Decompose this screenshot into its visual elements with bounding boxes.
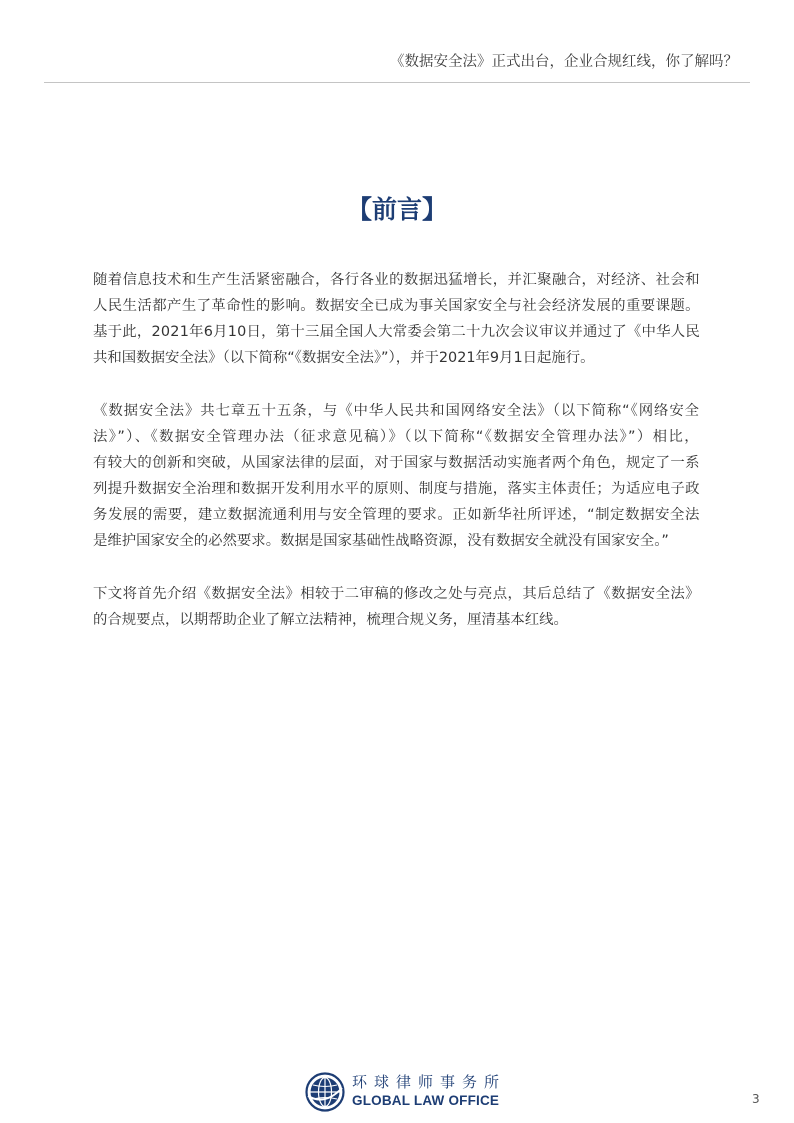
paragraph-line: 基于此，2021年6月10日，第十三届全国人大常委会第二十九次会议审议并通过了《中华人民 bbox=[93, 324, 700, 340]
paragraph-line: 法》”）、《数据安全管理办法（征求意见稿）》（以下简称“《数据安全管理办法》”）相比， bbox=[93, 429, 700, 445]
paragraph-line: 的合规要点，以期帮助企业了解立法精神，梳理合规义务，厘清基本红线。 bbox=[93, 612, 568, 628]
logo-text-en: GLOBAL LAW OFFICE bbox=[352, 1093, 500, 1108]
paragraph-line: 共和国数据安全法》（以下简称“《数据安全法》”），并于2021年9月1日起施行。 bbox=[93, 350, 595, 366]
body-text bbox=[93, 267, 700, 660]
paragraph-3 bbox=[93, 581, 700, 633]
section-title: 【前言】 bbox=[346, 195, 447, 224]
logo-text-cn: 环球律师事务所 bbox=[352, 1073, 507, 1091]
paragraph-line: 随着信息技术和生产生活紧密融合，各行各业的数据迅猛增长，并汇聚融合，对经济、社会和 bbox=[93, 272, 700, 288]
paragraph-line: 人民生活都产生了革命性的影响。数据安全已成为事关国家安全与社会经济发展的重要课题。 bbox=[93, 298, 700, 314]
paragraph-line: 下文将首先介绍《数据安全法》相较于二审稿的修改之处与亮点，其后总结了《数据安全法》 bbox=[93, 586, 700, 602]
paragraph-line: 有较大的创新和突破，从国家法律的层面，对于国家与数据活动实施者两个角色，规定了一系 bbox=[93, 455, 700, 471]
paragraph-2 bbox=[93, 398, 700, 554]
paragraph-line: 是维护国家安全的必然要求。数据是国家基础性战略资源，没有数据安全就没有国家安全。” bbox=[93, 533, 669, 549]
paragraph-line: 务发展的需要，建立数据流通利用与安全管理的要求。正如新华社所评述，“制定数据安全法 bbox=[93, 507, 700, 523]
paragraph-line: 列提升数据安全治理和数据开发利用水平的原则、制度与措施，落实主体责任；为适应电子政 bbox=[93, 481, 700, 497]
header-title: 《数据安全法》正式出台，企业合规红线，你了解吗？ bbox=[390, 54, 738, 70]
header-divider bbox=[44, 82, 750, 83]
paragraph-1 bbox=[93, 267, 700, 371]
footer-logo bbox=[305, 1072, 515, 1112]
globe-icon bbox=[305, 1072, 345, 1112]
paragraph-line: 《数据安全法》共七章五十五条，与《中华人民共和国网络安全法》（以下简称“《网络安全 bbox=[93, 403, 700, 419]
page-number: 3 bbox=[752, 1092, 760, 1106]
